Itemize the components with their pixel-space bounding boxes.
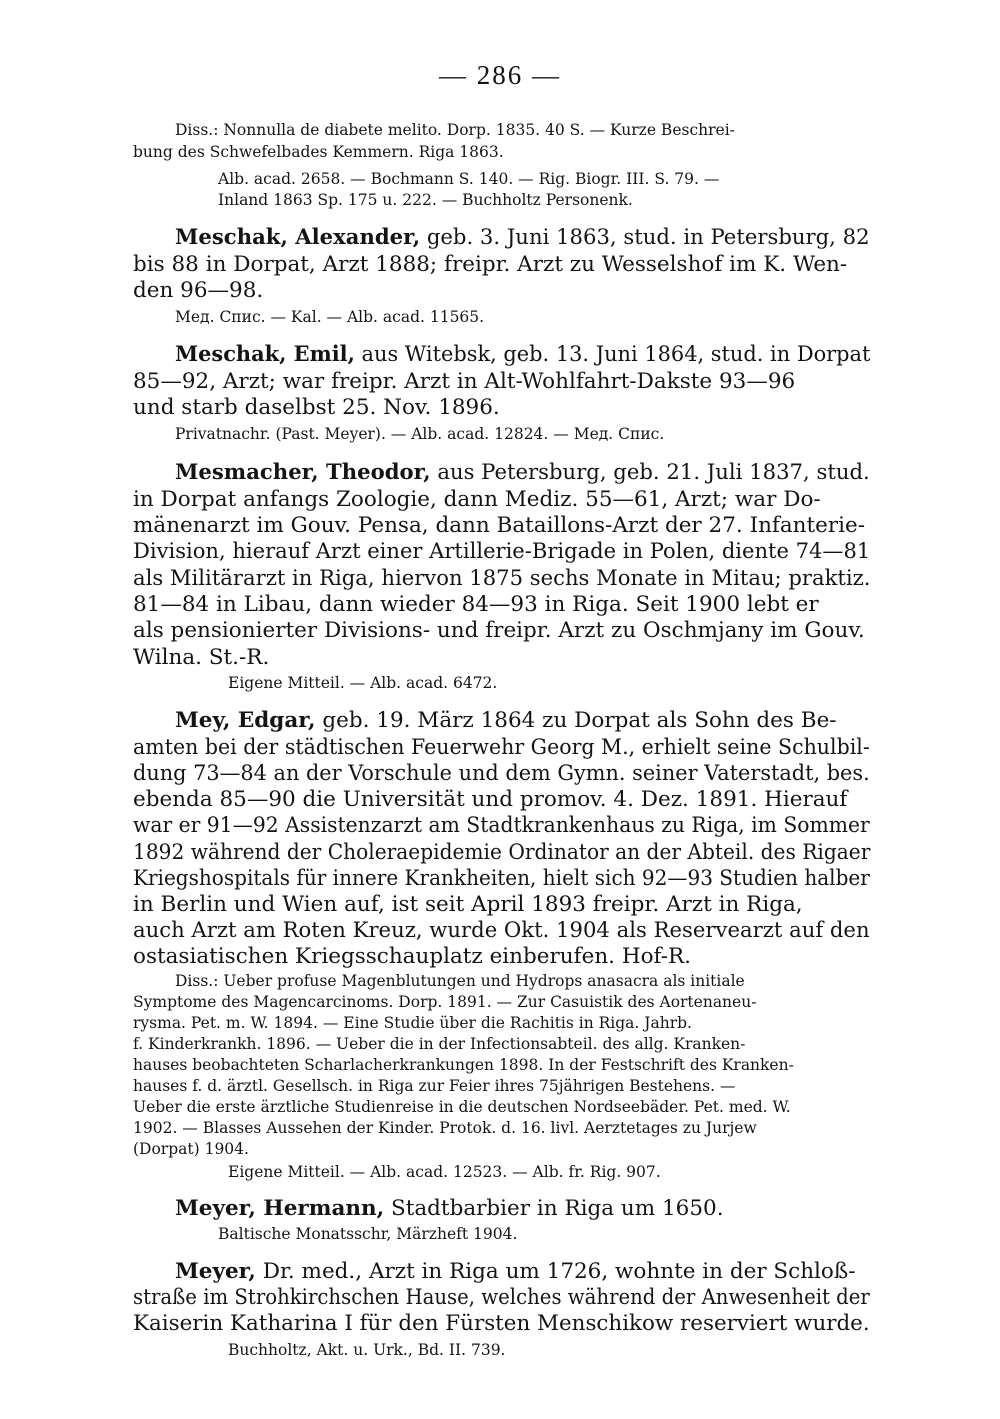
dissertation-line: 1902. — Blasses Aussehen der Kinder. Protok. d. 16. livl. Aerztetages zu Jurjew	[133, 1119, 757, 1137]
source-line: Eigene Mitteil. — Alb. acad. 12523. — Alb. fr. Rig. 907.	[228, 1163, 661, 1181]
entry-line: ebenda 85—90 die Universität und promov. 4. Dez. 1891. Hierauf	[133, 787, 848, 812]
source-line: Inland 1863 Sp. 175 u. 222. — Buchholtz Personenk.	[218, 191, 633, 209]
entry-line: straße im Strohkirchschen Hause, welches während der Anwesenheit der	[133, 1285, 870, 1310]
source-line: Мед. Спис. — Kal. — Alb. acad. 11565.	[175, 308, 485, 326]
source-line: Alb. acad. 2658. — Bochmann S. 140. — Rig. Biogr. III. S. 79. —	[218, 170, 720, 188]
entry-text: Stadtbarbier in Riga um 1650.	[384, 1196, 724, 1221]
entry-heading: Meschak, Alexander,	[175, 225, 421, 250]
entry-first-line	[175, 708, 837, 733]
entry-line: amten bei der städtischen Feuerwehr Georg M., erhielt seine Schulbil-	[133, 735, 870, 760]
entry-line: war er 91—92 Assistenzarzt am Stadtkrankenhaus zu Riga, im Sommer	[133, 813, 870, 838]
entry-line: den 96—98.	[133, 278, 264, 303]
dissertation-line: (Dorpat) 1904.	[133, 1140, 249, 1158]
entry-line: bis 88 in Dorpat, Arzt 1888; freipr. Arzt zu Wesselshof im K. Wen-	[133, 252, 848, 277]
entry-line: Kaiserin Katharina I für den Fürsten Menschikow reserviert wurde.	[133, 1311, 870, 1336]
entry-line: Division, hierauf Arzt einer Artillerie-Brigade in Polen, diente 74—81	[133, 539, 871, 564]
dissertation-line: Symptome des Magencarcinoms. Dorp. 1891. — Zur Casuistik des Aortenaneu-	[133, 993, 757, 1011]
entry-line: 85—92, Arzt; war freipr. Arzt in Alt-Wohlfahrt-Dakste 93—96	[133, 369, 796, 394]
entry-line: ostasiatischen Kriegsschauplatz einberufen. Hof-R.	[133, 944, 692, 969]
dissertation-line: Diss.: Nonnulla de diabete melito. Dorp. 1835. 40 S. — Kurze Beschrei-	[175, 121, 735, 139]
entry-heading: Mey, Edgar,	[175, 708, 316, 733]
page-number: — 286 —	[439, 60, 561, 90]
entry-line: als Militärarzt in Riga, hiervon 1875 sechs Monate in Mitau; praktiz.	[133, 566, 871, 591]
dissertation-line: hauses f. d. ärztl. Gesellsch. in Riga zur Feier ihres 75jährigen Bestehens. —	[133, 1077, 736, 1095]
entry-first-line	[175, 1259, 856, 1284]
entry-line: 1892 während der Choleraepidemie Ordinator an der Abteil. des Rigaer	[133, 840, 871, 865]
entry-text: Dr. med., Arzt in Riga um 1726, wohnte in der Schloß-	[255, 1259, 856, 1284]
dissertation-line: Ueber die erste ärztliche Studienreise in die deutschen Nordseebäder. Pet. med. W.	[133, 1098, 791, 1116]
entry-line: mänenarzt im Gouv. Pensa, dann Bataillons-Arzt der 27. Infanterie-	[133, 513, 866, 538]
entry-heading: Meyer, Hermann,	[175, 1196, 385, 1221]
entry-line: in Berlin und Wien auf, ist seit April 1893 freipr. Arzt in Riga,	[133, 892, 803, 917]
entry-line: Kriegshospitals für innere Krankheiten, hielt sich 92—93 Studien halber	[133, 866, 870, 891]
entry-line: in Dorpat anfangs Zoologie, dann Mediz. 55—61, Arzt; war Do-	[133, 487, 821, 512]
dissertation-line: Diss.: Ueber profuse Magenblutungen und Hydrops anasacra als initiale	[175, 972, 745, 990]
entry-text: aus Witebsk, geb. 13. Juni 1864, stud. in Dorpat	[354, 342, 871, 367]
entry-heading: Mesmacher, Theodor,	[175, 460, 431, 485]
source-line: Eigene Mitteil. — Alb. acad. 6472.	[228, 674, 498, 692]
dissertation-line: hauses beobachteten Scharlacherkrankungen 1898. In der Festschrift des Kranken-	[133, 1056, 794, 1074]
entry-text: geb. 3. Juni 1863, stud. in Petersburg, 82	[420, 225, 870, 250]
entry-text: aus Petersburg, geb. 21. Juli 1837, stud.	[430, 460, 870, 485]
entry-text: geb. 19. März 1864 zu Dorpat als Sohn des Be-	[315, 708, 837, 733]
entry-line: Wilna. St.-R.	[133, 645, 270, 670]
entry-heading: Meschak, Emil,	[175, 342, 355, 367]
entry-line: 81—84 in Libau, dann wieder 84—93 in Riga. Seit 1900 lebt er	[133, 592, 819, 617]
source-line: Buchholtz, Akt. u. Urk., Bd. II. 739.	[228, 1341, 506, 1359]
entry-line: dung 73—84 an der Vorschule und dem Gymn. seiner Vaterstadt, bes.	[133, 761, 870, 786]
entry-first-line	[175, 225, 870, 250]
entry-heading: Meyer,	[175, 1259, 256, 1284]
entry-first-line	[175, 1196, 724, 1221]
dissertation-line: bung des Schwefelbades Kemmern. Riga 1863.	[133, 143, 504, 161]
entry-line: als pensionierter Divisions- und freipr. Arzt zu Oschmjany im Gouv.	[133, 618, 865, 643]
entry-first-line	[175, 460, 870, 485]
dissertation-line: rysma. Pet. m. W. 1894. — Eine Studie über die Rachitis in Riga. Jahrb.	[133, 1014, 692, 1032]
entry-line: und starb daselbst 25. Nov. 1896.	[133, 395, 500, 420]
source-line: Privatnachr. (Past. Meyer). — Alb. acad. 12824. — Мед. Спис.	[175, 425, 665, 443]
source-line: Baltische Monatsschr, Märzheft 1904.	[218, 1225, 518, 1243]
entry-line: auch Arzt am Roten Kreuz, wurde Okt. 1904 als Reservearzt auf den	[133, 918, 870, 943]
dissertation-line: f. Kinderkrankh. 1896. — Ueber die in der Infectionsabteil. des allg. Kranken-	[133, 1035, 746, 1053]
entry-first-line	[175, 342, 870, 367]
